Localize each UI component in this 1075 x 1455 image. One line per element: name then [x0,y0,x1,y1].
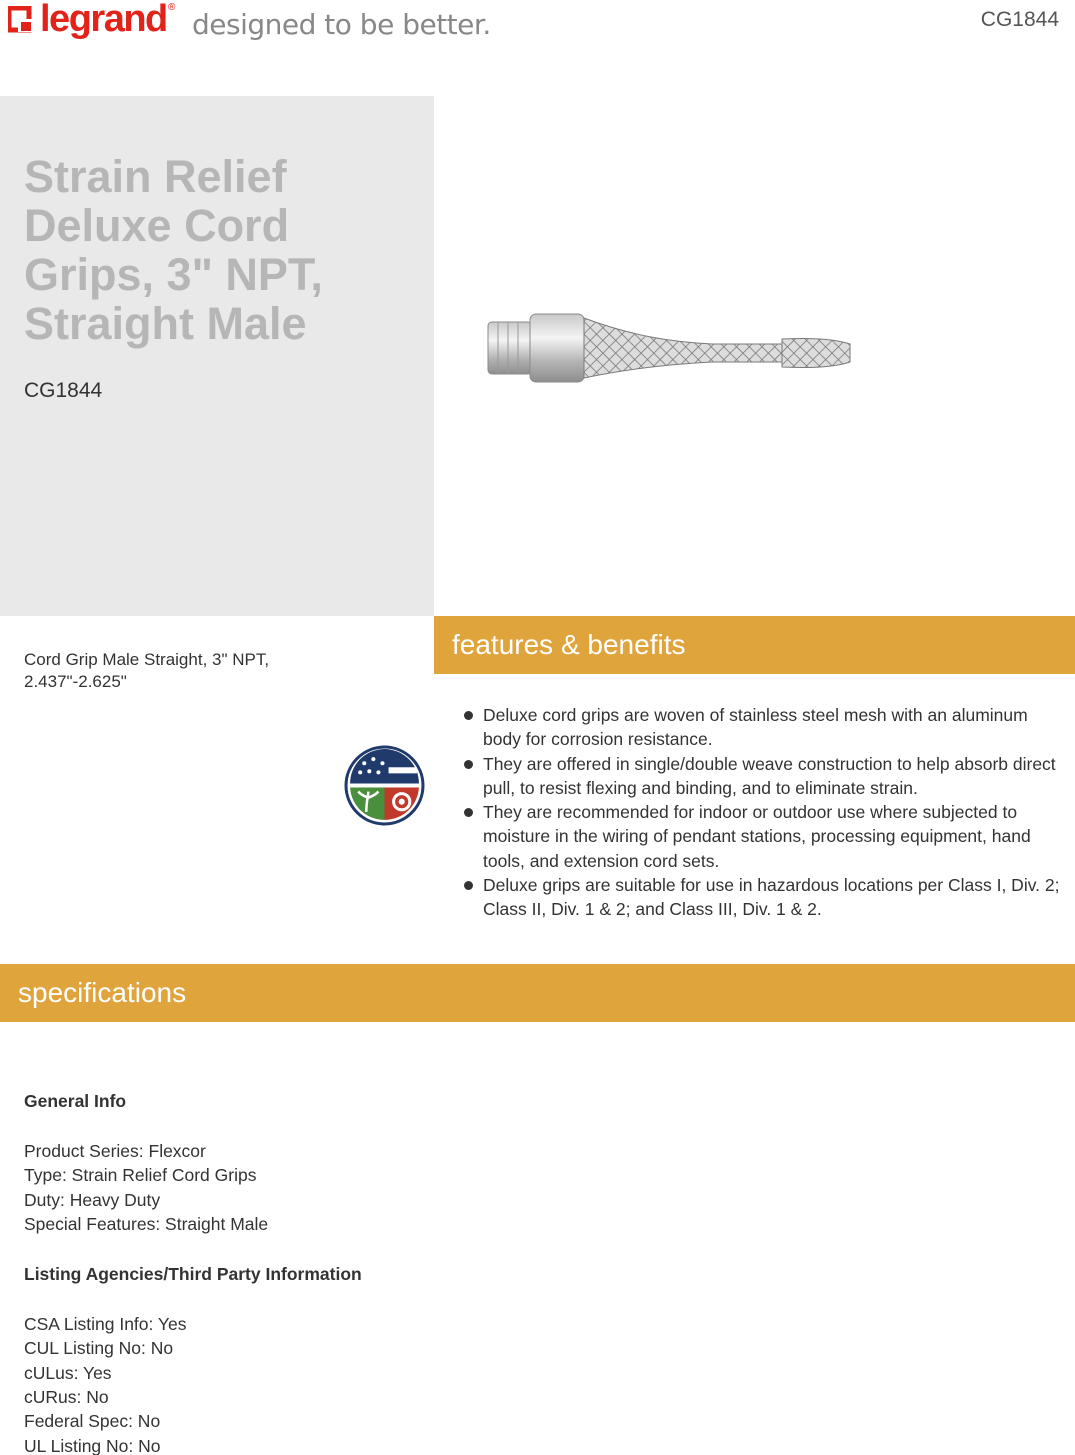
spec-line: CUL Listing No: No [24,1338,174,1359]
brand-wordmark: legrand [40,0,167,40]
registered-mark: ® [168,2,176,13]
spec-line: cULus: Yes [24,1362,112,1383]
spec-line: Type: Strain Relief Cord Grips [24,1165,257,1186]
bullet-icon [464,760,473,769]
listing-agencies-heading: Listing Agencies/Third Party Information [24,1264,362,1285]
legrand-logo-icon [8,6,36,34]
bullet-icon [464,711,473,720]
spec-line: Special Features: Straight Male [24,1213,269,1234]
spec-line: Product Series: Flexcor [24,1141,206,1161]
header-catalog-number: CG1844 [980,8,1059,31]
spec-line: CSA Listing Info: Yes [24,1314,187,1335]
spec-line: cURus: No [24,1387,109,1408]
product-title: Strain Relief Deluxe Cord Grips, 3" NPT, Straight Male [24,151,323,349]
feature-item [462,703,1062,752]
feature-item [462,873,1062,922]
feature-text: They are recommended for indoor or outdoor use where subjected to moisture in the wiring of pendant stations, processing equipment, hand tools, and extension cord sets. [483,802,1031,871]
brand-tagline: designed to be better. [192,8,491,41]
specifications-content [24,1089,624,1455]
feature-item [462,752,1062,801]
features-section-header: features & benefits [434,616,1075,674]
general-info-heading: General Info [24,1091,127,1111]
feature-item [462,800,1062,873]
bullet-icon [464,881,473,890]
feature-text: They are offered in single/double weave construction to help absorb direct pull, to resist flexing and binding, and to eliminate strain. [483,753,1056,798]
spec-line: Federal Spec: No [24,1411,161,1432]
spec-line: UL Listing No: No [24,1435,161,1455]
feature-text: Deluxe grips are suitable for use in hazardous locations per Class I, Div. 2; Class II, Div. 1 & 2; and Class III, Div. 1 & 2. [483,875,1060,920]
title-panel [0,96,434,616]
product-image-panel [434,96,1075,616]
product-code: CG1844 [24,379,103,402]
feature-text: Deluxe cord grips are woven of stainless steel mesh with an aluminum body for corrosion resistance. [483,705,1028,750]
spec-line: Duty: Heavy Duty [24,1189,161,1210]
page-header [0,0,1075,60]
bullet-icon [464,808,473,817]
features-list [462,703,1062,922]
specifications-section-header: specifications [0,964,1075,1022]
short-description: Cord Grip Male Straight, 3" NPT, 2.437"-2.625" [24,650,270,691]
recovery-seal-icon [344,745,425,826]
cord-grip-product-image [482,308,862,388]
